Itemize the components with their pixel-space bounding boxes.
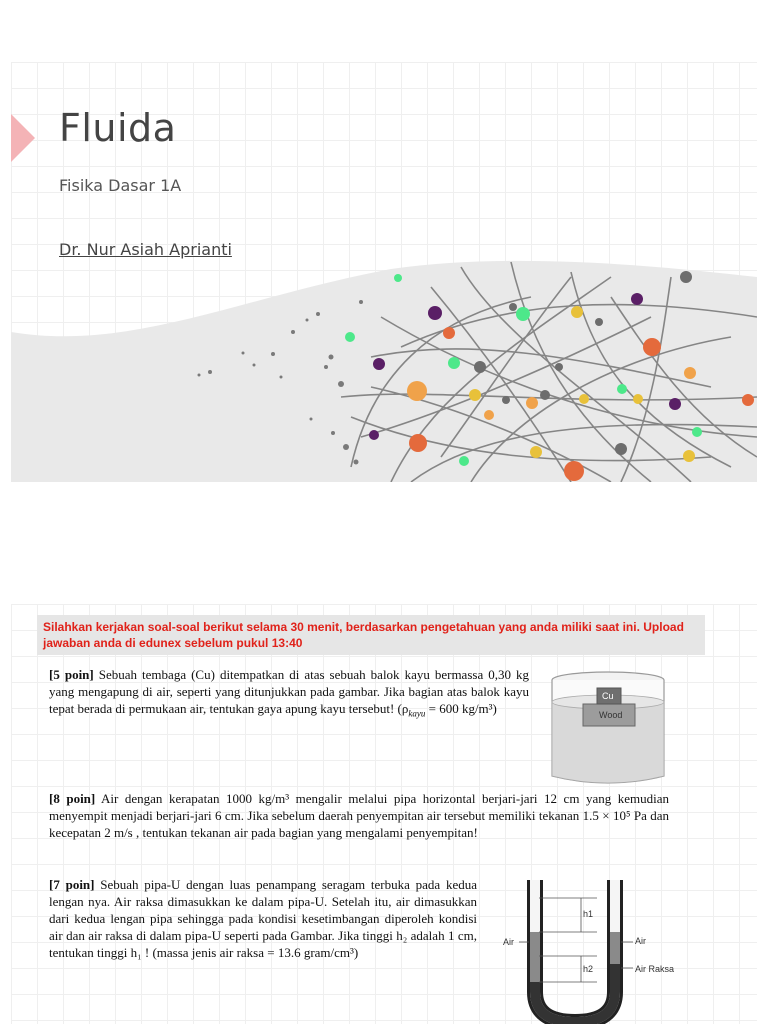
question-3-text: Sebuah pipa-U dengan luas penampang seragam terbuka pada kedua lengan nya. Air raksa dimasukkan ke dalam pipa-U. Setelah itu, air dimasukkan dari kedua lengan pipa sehingga pada kondisi kesetimbangan diperoleh kondisi air dan air raksa di dalam pipa-U seperti pada Gambar. Jika tinggi h₂ adalah 1 cm, tentukan tinggi h₁ ! (massa jenis air raksa = 13.6 gram/cm³) — [49, 877, 477, 960]
question-1-sub: kayu — [408, 708, 426, 719]
question-1-text: Sebuah tembaga (Cu) ditempatkan di atas sebuah balok kayu bermassa 0,30 kg yang mengapung di air, seperti yang ditunjukkan pada gambar. Jika bagian atas balok kayu tepat berada di permukaan air, tentukan gaya apung kayu tersebut! (ρ — [49, 667, 529, 716]
h2-label: h2 — [583, 964, 594, 974]
question-1-points: [5 poin] — [49, 667, 94, 682]
question-2-text: Air dengan kerapatan 1000 kg/m³ mengalir melalui pipa horizontal berjari-jari 12 cm yang kemudian menyempit menjadi berjari-jari 6 cm. Jika sebelum daerah penyempitan air tersebut memiliki tekanan 1.5 × 10⁵ Pa dan kecepatan 2 m/s , tentukan tekanan air pada bagian yang mengalami penyempitan! — [49, 791, 669, 840]
accent-triangle — [11, 114, 35, 162]
question-2-points: [8 poin] — [49, 791, 96, 806]
author-name: Dr. Nur Asiah Aprianti — [59, 240, 232, 259]
title-slide — [11, 62, 757, 482]
air-left-label: Air — [503, 937, 514, 947]
h1-label: h1 — [583, 909, 594, 919]
slide-title: Fluida — [59, 106, 177, 150]
question-slide — [11, 604, 757, 1024]
question-1-text-end: = 600 kg/m³) — [425, 701, 497, 716]
question-2 — [49, 790, 669, 841]
instruction-banner: Silahkan kerjakan soal-soal berikut selama 30 menit, berdasarkan pengetahuan yang anda miliki saat ini. Upload jawaban anda di edunex sebelum pukul 13:40 — [37, 615, 705, 655]
air-raksa-label: Air Raksa — [635, 964, 675, 974]
question-3-points: [7 poin] — [49, 877, 95, 892]
question-3 — [49, 876, 477, 961]
air-right-label: Air — [635, 936, 646, 946]
beaker-figure — [543, 668, 673, 786]
u-tube-figure — [489, 874, 719, 1024]
cu-label: Cu — [602, 691, 614, 701]
question-1 — [49, 666, 529, 723]
network-graphic — [11, 257, 757, 482]
wood-label: Wood — [599, 710, 623, 720]
slide-subtitle: Fisika Dasar 1A — [59, 176, 182, 195]
